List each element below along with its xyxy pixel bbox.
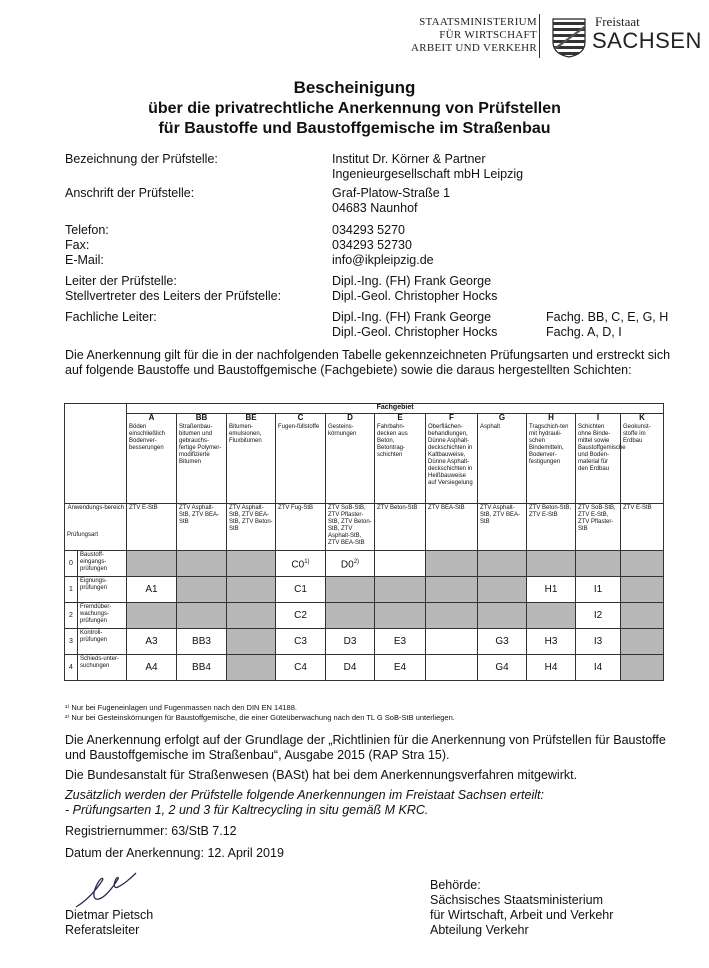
table-cell bbox=[227, 655, 276, 681]
table-cell bbox=[527, 577, 576, 603]
table-cell bbox=[177, 577, 227, 603]
fachliche-leiter-label: Fachliche Leiter: bbox=[65, 310, 157, 324]
table-cell bbox=[276, 551, 326, 577]
table-cell bbox=[227, 551, 276, 577]
column-description: Bitumen-emulsionen, Fluxbitumen bbox=[227, 423, 276, 504]
cell-value: D4 bbox=[343, 662, 357, 673]
pruefungsart-label: Prüfungsart bbox=[67, 532, 99, 538]
table-cell bbox=[527, 551, 576, 577]
table-cell bbox=[426, 629, 478, 655]
cell-value: H1 bbox=[544, 584, 558, 595]
saxony-crest-icon bbox=[552, 18, 586, 58]
fachgebiet-header: Fachgebiet bbox=[127, 404, 664, 414]
table-cell bbox=[576, 577, 621, 603]
row-number: 0 bbox=[65, 551, 78, 577]
column-description: Asphalt bbox=[478, 423, 527, 504]
table-cell bbox=[621, 551, 664, 577]
column-letter: F bbox=[426, 414, 478, 424]
pruefungsarten-table bbox=[64, 403, 664, 681]
table-row bbox=[65, 603, 664, 629]
ministry-line-1: STAATSMINISTERIUM bbox=[419, 16, 537, 28]
ministry-line-3: ARBEIT UND VERKEHR bbox=[411, 42, 537, 54]
bast-paragraph: Die Bundesanstalt für Straßenwesen (BASt) hat bei dem Anerkennungsverfahren mitgewirkt. bbox=[65, 768, 578, 782]
table-cell bbox=[227, 603, 276, 629]
column-ztv: ZTV Fug-StB bbox=[276, 504, 326, 551]
column-letter: A bbox=[127, 414, 177, 424]
cell-value: A4 bbox=[145, 662, 158, 673]
cell-value: D0 bbox=[340, 559, 354, 571]
table-cell bbox=[621, 603, 664, 629]
table-cell bbox=[621, 629, 664, 655]
column-description: Oberflächen-behandlungen, Dünne Asphalt-deckschichten in Kaltbauweise, Dünne Asphalt-deckschichten in Heißbauweise auf Versiegelung bbox=[426, 423, 478, 504]
cell-value: C2 bbox=[294, 610, 307, 621]
fachliche-leiter-2: Dipl.-Geol. Christopher Hocks bbox=[332, 325, 498, 339]
logo-divider bbox=[539, 14, 540, 58]
document-title: Bescheinigung bbox=[293, 78, 416, 97]
table-cell bbox=[426, 577, 478, 603]
row-number: 4 bbox=[65, 655, 78, 681]
table-cell bbox=[326, 577, 375, 603]
footnote-2: ²⁾ Nur bei Gesteinskörnungen für Baustoffgemische, die einer Güteüberwachung nach den TL G SoB-StB unterliegen. bbox=[65, 713, 455, 722]
table-cell bbox=[127, 551, 177, 577]
column-ztv: ZTV Asphalt-StB, ZTV BEA-StB, ZTV Beton-StB bbox=[227, 504, 276, 551]
table-cell bbox=[375, 655, 426, 681]
footnote-1: ¹⁾ Nur bei Fugeneinlagen und Fugenmassen nach den DIN EN 14188. bbox=[65, 703, 297, 712]
table-cell bbox=[527, 655, 576, 681]
table-cell bbox=[276, 603, 326, 629]
signatory-name: Dietmar Pietsch bbox=[65, 908, 154, 922]
table-cell bbox=[621, 655, 664, 681]
row-label: Baustoff-eingangs-prüfungen bbox=[78, 551, 127, 577]
table-cell bbox=[576, 655, 621, 681]
table-cell bbox=[375, 603, 426, 629]
anschrift-label: Anschrift der Prüfstelle: bbox=[65, 186, 195, 200]
document-subtitle-1: über die privatrechtliche Anerkennung von Prüfstellen bbox=[148, 100, 561, 117]
cell-value: E3 bbox=[393, 636, 407, 647]
signatory-role: Referatsleiter bbox=[65, 923, 140, 937]
leiter-value: Dipl.-Ing. (FH) Frank George bbox=[332, 274, 492, 288]
column-description: Tragschich-ten mit hydrauli-schen Bindemitteln, Bodenver-festigungen bbox=[527, 423, 576, 504]
fachliche-leiter-1: Dipl.-Ing. (FH) Frank George bbox=[332, 310, 492, 324]
logo-freistaat: Freistaat bbox=[595, 14, 640, 29]
fax-label: Fax: bbox=[65, 238, 90, 252]
column-description: Schichten ohne Binde-mittel sowie Baustoffgemische und Boden-material für den Erdbau bbox=[576, 423, 621, 504]
ministry-line-2: FÜR WIRTSCHAFT bbox=[439, 29, 537, 41]
column-description: Böden einschließlich Bodenver-besserungen bbox=[127, 423, 177, 504]
cell-value: C1 bbox=[294, 584, 307, 595]
anwendungsbereich-label: Anwendungs-bereich bbox=[67, 505, 124, 511]
table-cell bbox=[127, 629, 177, 655]
table-cell bbox=[426, 603, 478, 629]
column-ztv: ZTV SoB-StB, ZTV Pflaster-StB, ZTV Beton-StB, ZTV Asphalt-StB, ZTV BEA-StB bbox=[326, 504, 375, 551]
table-cell bbox=[326, 551, 375, 577]
column-ztv: ZTV Asphalt-StB, ZTV BEA-StB bbox=[478, 504, 527, 551]
table-cell bbox=[576, 629, 621, 655]
column-description: Gesteins-körnungen bbox=[326, 423, 375, 504]
column-description: Fahrbahn-decken aus Beton, Betontrag-schichten bbox=[375, 423, 426, 504]
bezeichnung-value-1: Institut Dr. Körner & Partner bbox=[332, 152, 486, 166]
column-ztv: ZTV E-StB bbox=[127, 504, 177, 551]
intro-paragraph: Die Anerkennung gilt für die in der nachfolgenden Tabelle gekennzeichneten Prüfungsarten und erstreckt sich auf folgende Baustoffe und Baustoffgemische (Fachgebiete) sowie die daraus hergestellten Schichten: bbox=[65, 348, 671, 377]
row-label: Kontroll-prüfungen bbox=[78, 629, 127, 655]
column-letter: G bbox=[478, 414, 527, 424]
table-cell bbox=[375, 577, 426, 603]
table-corner-blank bbox=[65, 423, 127, 504]
column-ztv: ZTV BEA-StB bbox=[426, 504, 478, 551]
cell-value: BB4 bbox=[192, 662, 211, 673]
behoerde-label: Behörde: bbox=[430, 878, 481, 892]
leiter-label: Leiter der Prüfstelle: bbox=[65, 274, 177, 288]
table-cell bbox=[127, 655, 177, 681]
table-cell bbox=[177, 603, 227, 629]
row-label: Fremdüber-wachungs-prüfungen bbox=[78, 603, 127, 629]
table-cell bbox=[127, 577, 177, 603]
anwendungsbereich-corner bbox=[65, 504, 127, 551]
document-subtitle-2: für Baustoffe und Baustoffgemische im Straßenbau bbox=[158, 120, 551, 137]
behoerde-line-3: Abteilung Verkehr bbox=[430, 923, 529, 937]
column-ztv: ZTV Asphalt-StB, ZTV BEA-StB bbox=[177, 504, 227, 551]
cell-value: I3 bbox=[593, 636, 603, 647]
table-cell bbox=[621, 577, 664, 603]
table-cell bbox=[527, 603, 576, 629]
cell-value: A1 bbox=[145, 584, 158, 595]
column-ztv: ZTV Beton-StB, ZTV E-StB bbox=[527, 504, 576, 551]
behoerde-line-1: Sächsisches Staatsministerium bbox=[430, 893, 603, 907]
bezeichnung-value-2: Ingenieurgesellschaft mbH Leipzig bbox=[332, 167, 524, 181]
zusatz-paragraph: Zusätzlich werden der Prüfstelle folgende Anerkennungen im Freistaat Sachsen erteilt: bbox=[65, 788, 544, 802]
table-cell bbox=[478, 577, 527, 603]
fachgebiete-1: Fachg. BB, C, E, G, H bbox=[546, 310, 669, 324]
anschrift-value-1: Graf-Platow-Straße 1 bbox=[332, 186, 451, 200]
table-cell bbox=[478, 551, 527, 577]
table-cell bbox=[276, 655, 326, 681]
cell-value: C4 bbox=[294, 662, 307, 673]
table-cell bbox=[326, 603, 375, 629]
column-letter: BB bbox=[177, 414, 227, 424]
table-cell bbox=[127, 603, 177, 629]
handwritten-signature bbox=[72, 867, 162, 911]
registriernummer: Registriernummer: 63/StB 7.12 bbox=[65, 824, 237, 838]
column-letter: I bbox=[576, 414, 621, 424]
table-cell bbox=[276, 629, 326, 655]
column-letter: H bbox=[527, 414, 576, 424]
cell-value: I1 bbox=[593, 584, 603, 595]
anschrift-value-2: 04683 Naunhof bbox=[332, 201, 418, 215]
table-cell bbox=[227, 629, 276, 655]
column-letter: C bbox=[276, 414, 326, 424]
table-cell bbox=[375, 629, 426, 655]
column-letter: BE bbox=[227, 414, 276, 424]
rechtsgrundlage-paragraph: Die Anerkennung erfolgt auf der Grundlage der „Richtlinien für die Anerkennung von Prüfstellen für Baustoffe und Baustoffgemische im Straßenbau“, Ausgabe 2015 (RAP Stra 15). bbox=[65, 733, 666, 762]
cell-value: H3 bbox=[544, 636, 558, 647]
table-cell bbox=[478, 655, 527, 681]
stellvertreter-label: Stellvertreter des Leiters der Prüfstelle: bbox=[65, 289, 282, 303]
cell-value: H4 bbox=[544, 662, 558, 673]
cell-value: G3 bbox=[495, 636, 509, 647]
table-row bbox=[65, 655, 664, 681]
column-letter: E bbox=[375, 414, 426, 424]
column-description: Fugen-füllstoffe bbox=[276, 423, 326, 504]
row-number: 3 bbox=[65, 629, 78, 655]
cell-value: D3 bbox=[343, 636, 357, 647]
zusatz-item: - Prüfungsarten 1, 2 und 3 für Kaltrecycling in situ gemäß M KRC. bbox=[65, 803, 429, 817]
table-row bbox=[65, 577, 664, 603]
cell-value: C0 bbox=[291, 559, 305, 571]
table-cell bbox=[326, 655, 375, 681]
email-value: info@ikpleipzig.de bbox=[332, 253, 434, 267]
table-cell bbox=[177, 551, 227, 577]
fachgebiete-2: Fachg. A, D, I bbox=[546, 325, 622, 339]
cell-footnote-ref: 2) bbox=[353, 558, 360, 565]
table-cell bbox=[478, 603, 527, 629]
cell-value: A3 bbox=[145, 636, 158, 647]
column-description: Geokunst-stoffe im Erdbau bbox=[621, 423, 664, 504]
table-cell bbox=[478, 629, 527, 655]
cell-value: I2 bbox=[593, 610, 603, 621]
cell-value: I4 bbox=[593, 662, 603, 673]
column-ztv: ZTV SoB-StB, ZTV E-StB, ZTV Pflaster-StB bbox=[576, 504, 621, 551]
table-corner bbox=[65, 404, 127, 424]
cell-value: BB3 bbox=[192, 636, 211, 647]
bezeichnung-label: Bezeichnung der Prüfstelle: bbox=[65, 152, 218, 166]
stellvertreter-value: Dipl.-Geol. Christopher Hocks bbox=[332, 289, 498, 303]
cell-value: G4 bbox=[495, 662, 509, 673]
column-ztv: ZTV E-StB bbox=[621, 504, 664, 551]
table-cell bbox=[276, 577, 326, 603]
row-label: Eignungs-prüfungen bbox=[78, 577, 127, 603]
cell-footnote-ref: 1) bbox=[304, 558, 310, 565]
datum-anerkennung: Datum der Anerkennung: 12. April 2019 bbox=[65, 846, 284, 860]
table-row bbox=[65, 551, 664, 577]
column-ztv: ZTV Beton-StB bbox=[375, 504, 426, 551]
table-cell bbox=[576, 603, 621, 629]
table-cell bbox=[177, 629, 227, 655]
column-letter: K bbox=[621, 414, 664, 424]
table-row bbox=[65, 629, 664, 655]
table-cell bbox=[227, 577, 276, 603]
table-cell bbox=[375, 551, 426, 577]
cell-value: C3 bbox=[294, 636, 307, 647]
table-cell bbox=[326, 629, 375, 655]
table-cell bbox=[426, 655, 478, 681]
behoerde-line-2: für Wirtschaft, Arbeit und Verkehr bbox=[430, 908, 614, 922]
row-label: Schieds-unter-suchungen bbox=[78, 655, 127, 681]
cell-value: E4 bbox=[393, 662, 407, 673]
table-cell bbox=[426, 551, 478, 577]
row-number: 2 bbox=[65, 603, 78, 629]
column-letter: D bbox=[326, 414, 375, 424]
table-cell bbox=[527, 629, 576, 655]
logo-sachsen: SACHSEN bbox=[592, 28, 702, 53]
telefon-label: Telefon: bbox=[65, 223, 109, 237]
telefon-value: 034293 5270 bbox=[332, 223, 405, 237]
table-cell bbox=[177, 655, 227, 681]
column-description: Straßenbau-bitumen und gebrauchs-fertige Polymer-modifizierte Bitumen bbox=[177, 423, 227, 504]
ministry-name bbox=[411, 16, 537, 55]
table-cell bbox=[576, 551, 621, 577]
fax-value: 034293 52730 bbox=[332, 238, 412, 252]
email-label: E-Mail: bbox=[65, 253, 104, 267]
row-number: 1 bbox=[65, 577, 78, 603]
